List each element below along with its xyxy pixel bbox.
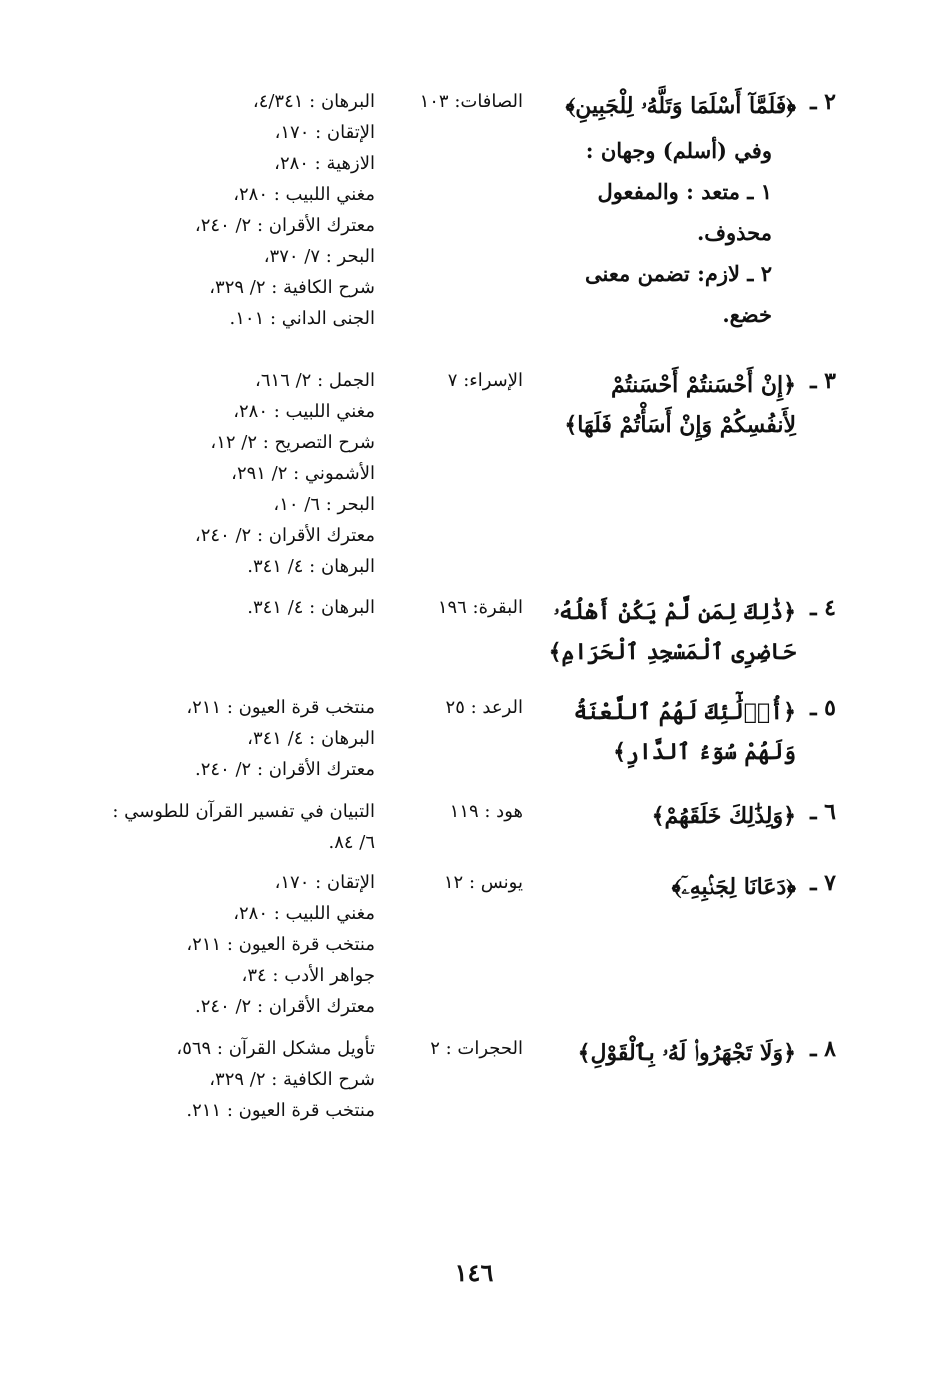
surah-reference: البقرة: ١٩٦ xyxy=(437,597,523,618)
note-line: ٢ ـ لازم: تضمن معنى xyxy=(585,261,772,286)
source-item: معترك الأقران : ٢/ ٢٤٠، xyxy=(194,215,375,236)
source-item: منتخب قرة العيون : ٢١١. xyxy=(186,1100,375,1121)
note-line: ١ ـ متعد : والمفعول xyxy=(597,179,772,204)
sources-list xyxy=(95,796,375,858)
source-item: تأويل مشكل القرآن : ٥٦٩، xyxy=(176,1038,375,1059)
note-line: محذوف. xyxy=(696,220,772,245)
source-item: معترك الأقران : ٢/ ٢٤٠، xyxy=(194,525,375,546)
source-item: جواهر الأدب : ٣٤، xyxy=(241,965,375,986)
entry-number: ٨ ـ xyxy=(810,1036,836,1062)
source-item: الجنى الداني : ١٠١. xyxy=(229,308,375,329)
sources-list xyxy=(95,1033,375,1126)
surah-reference: يونس : ١٢ xyxy=(443,872,523,893)
surah-reference: الحجرات : ٢ xyxy=(430,1038,523,1059)
verse-text: ﴿فَلَمَّآ أَسْلَمَا وَتَلَّهُۥ لِلْجَبِينِ﴾ xyxy=(565,93,796,119)
source-item: مغني اللبيب : ٢٨٠، xyxy=(233,401,375,422)
source-item: منتخب قرة العيون : ٢١١، xyxy=(186,934,375,955)
sources-list xyxy=(95,867,375,1022)
source-item: معترك الأقران : ٢/ ٢٤٠. xyxy=(195,996,375,1017)
source-item: الجمل : ٢/ ٦١٦، xyxy=(255,370,375,391)
entry-number: ٦ ـ xyxy=(810,799,836,825)
source-item: البحر : ٦/ ١٠، xyxy=(273,494,375,515)
entry-number: ٧ ـ xyxy=(810,870,836,896)
source-item: البرهان : ٤/٣٤١، xyxy=(252,91,375,112)
source-item: الإتقان : ١٧٠، xyxy=(274,122,375,143)
note-line: خضع. xyxy=(722,302,772,327)
source-item: التبيان في تفسير القرآن للطوسي : xyxy=(112,801,375,822)
source-item: شرح الكافية : ٢/ ٣٢٩، xyxy=(209,277,375,298)
verse-text: ﴿وَلَا تَجْهَرُوا۟ لَهُۥ بِٱلْقَوْلِ﴾ xyxy=(577,1040,796,1066)
source-item: معترك الأقران : ٢/ ٢٤٠. xyxy=(195,759,375,780)
verse-text: ﴿ذَٰلِكَ لِمَن لَّمْ يَكُنْ أَهْلُهُۥ حَاضِرِى ٱلْمَسْجِدِ ٱلْحَرَامِ﴾ xyxy=(548,599,796,665)
entry-number: ٥ ـ xyxy=(810,695,836,721)
surah-reference: هود : ١١٩ xyxy=(449,801,523,822)
sources-list xyxy=(95,592,375,623)
entry-number: ٤ ـ xyxy=(810,595,836,621)
verse-text: ﴿دَعَانَا لِجَنۢبِهِۦٓ﴾ xyxy=(671,874,796,900)
source-item: ٦/ ٨٤. xyxy=(328,832,375,853)
source-item: شرح التصريح : ٢/ ١٢، xyxy=(210,432,375,453)
source-item: البرهان : ٤/ ٣٤١. xyxy=(247,556,375,577)
surah-reference: الرعد : ٢٥ xyxy=(445,697,523,718)
entry-number: ٣ ـ xyxy=(810,368,836,394)
note-line: وفي (أسلم) وجهان : xyxy=(585,138,772,163)
source-item: البرهان : ٤/ ٣٤١. xyxy=(247,597,375,618)
source-item: الإتقان : ١٧٠، xyxy=(274,872,375,893)
source-item: شرح الكافية : ٢/ ٣٢٩، xyxy=(209,1069,375,1090)
sources-list xyxy=(95,86,375,334)
source-item: البحر : ٧/ ٣٧٠، xyxy=(263,246,375,267)
verse-text: ﴿وَلِذَٰلِكَ خَلَقَهُمْ﴾ xyxy=(651,803,796,829)
source-item: مغني اللبيب : ٢٨٠، xyxy=(233,184,375,205)
verse-note xyxy=(542,130,772,335)
sources-list xyxy=(95,365,375,582)
verse-text: ﴿أُو۟لَٰٓئِكَ لَهُمُ ٱللَّعْنَةُ وَلَهُمْ سُوٓءُ ٱلدَّارِ﴾ xyxy=(573,699,796,765)
source-item: مغني اللبيب : ٢٨٠، xyxy=(233,903,375,924)
source-item: البرهان : ٤/ ٣٤١، xyxy=(247,728,375,749)
page-number: ١٤٦ xyxy=(454,1258,494,1287)
verse-text: ﴿إِنْ أَحْسَنتُمْ أَحْسَنتُمْ لِأَنفُسِكُمْ وَإِنْ أَسَأْتُمْ فَلَهَا﴾ xyxy=(564,372,796,438)
entry-number: ٢ ـ xyxy=(810,89,836,115)
source-item: الازهية : ٢٨٠، xyxy=(274,153,375,174)
surah-reference: الصافات: ١٠٣ xyxy=(419,91,523,112)
source-item: منتخب قرة العيون : ٢١١، xyxy=(186,697,375,718)
surah-reference: الإسراء: ٧ xyxy=(447,370,523,391)
sources-list xyxy=(95,692,375,785)
source-item: الأشموني : ٢/ ٢٩١، xyxy=(231,463,375,484)
